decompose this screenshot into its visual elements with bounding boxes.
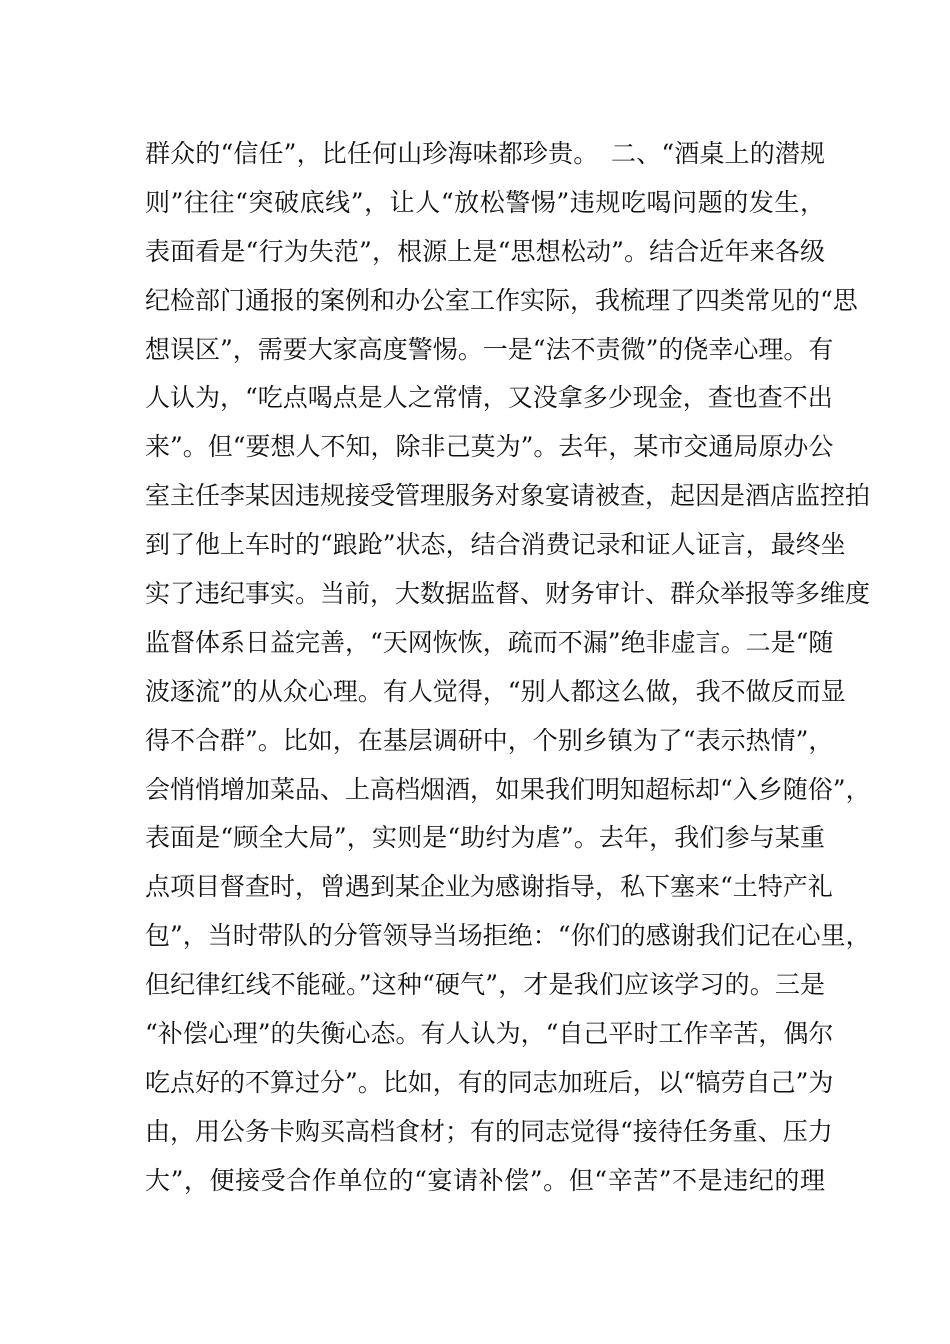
text-line: 吃点好的不算过分”。比如，有的同志加班后，以“犒劳自己”为 — [145, 1067, 834, 1097]
text-line: 点项目督查时，曾遇到某企业为感谢指导，私下塞来“土特产礼 — [145, 872, 833, 902]
text-line: “补偿心理”的失衡心态。有人认为，“自己平时工作辛苦，偶尔 — [145, 1019, 834, 1049]
text-line: 想误区”，需要大家高度警惕。一是“法不责微”的侥幸心理。有 — [145, 334, 834, 364]
text-line: 表面看是“行为失范”，根源上是“思想松动”。结合近年来各级 — [145, 236, 825, 266]
text-line: 大”，便接受合作单位的“宴请补偿”。但“辛苦”不是违纪的理 — [145, 1165, 825, 1195]
text-line: 实了违纪事实。当前，大数据监督、财务审计、群众举报等多维度 — [145, 579, 871, 609]
text-line: 到了他上车时的“踉跄”状态，结合消费记录和证人证言，最终坐 — [145, 530, 846, 560]
text-line: 监督体系日益完善，“天网恢恢，疏而不漏”绝非虚言。二是“随 — [145, 627, 834, 657]
text-line: 包”，当时带队的分管领导当场拒绝：“你们的感谢我们记在心里， — [145, 921, 871, 951]
text-line: 会悄悄增加菜品、上高档烟酒，如果我们明知超标却“入乡随俗”， — [145, 774, 871, 804]
text-line: 但纪律红线不能碰。”这种“硬气”，才是我们应该学习的。三是 — [145, 970, 825, 1000]
text-line: 表面是“顾全大局”，实则是“助纣为虐”。去年，我们参与某重 — [145, 823, 825, 853]
text-line: 则”往往“突破底线”，让人“放松警惕”违规吃喝问题的发生， — [145, 187, 825, 217]
text-line: 波逐流”的从众心理。有人觉得，“别人都这么做，我不做反而显 — [145, 676, 846, 706]
text-line: 纪检部门通报的案例和办公室工作实际，我梳理了四类常见的“思 — [145, 285, 858, 315]
text-line: 群众的“信任”，比任何山珍海味都珍贵。 二、“酒桌上的潜规 — [145, 139, 825, 168]
text-line: 得不合群”。比如，在基层调研中，个别乡镇为了“表示热情”， — [145, 725, 834, 755]
text-line: 人认为，“吃点喝点是人之常情，又没拿多少现金，查也查不出 — [145, 383, 833, 413]
body-text — [145, 130, 871, 1206]
text-line: 由，用公务卡购买高档食材；有的同志觉得“接待任务重、压力 — [145, 1116, 833, 1146]
text-line: 室主任李某因违规接受管理服务对象宴请被查，起因是酒店监控拍 — [145, 481, 871, 511]
text-line: 来”。但“要想人不知，除非己莫为”。去年，某市交通局原办公 — [145, 432, 834, 462]
